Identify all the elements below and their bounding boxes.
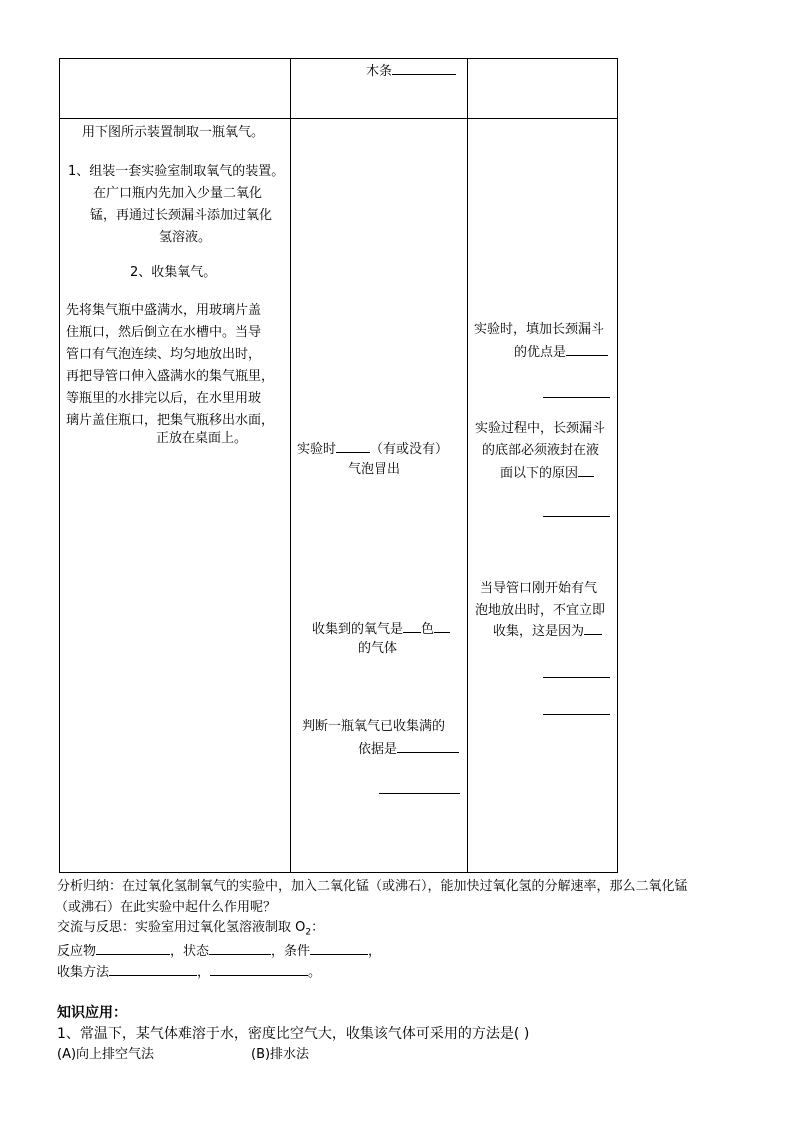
full-question: 判断一瓶氧气已收集满的 (302, 719, 446, 734)
bubble-question: 实验时 （有或没有） (297, 438, 448, 461)
step2-line: 等瓶里的水排完以后，在水里用玻 (66, 391, 262, 406)
analysis-text-cont: （或沸石）在此实验中起什么作用呢？ (55, 900, 277, 915)
method-blank[interactable] (210, 961, 308, 976)
step2-line: 再把导管口伸入盛满水的集气瓶里， (66, 369, 275, 384)
method-blank[interactable] (109, 961, 197, 976)
step1-line: 1、组装一套实验室制取氧气的装置。 (68, 164, 285, 179)
answer-line[interactable] (379, 793, 460, 794)
answer-line[interactable] (543, 714, 610, 715)
state-blank[interactable] (209, 940, 271, 955)
funnel-advantage-question: 实验时，填加长颈漏斗 (474, 322, 605, 337)
step2-title: 2、收集氧气。 (130, 265, 217, 280)
option-a[interactable]: (A)向上排空气法 (57, 1047, 155, 1062)
collection-timing-question-cont: 收集，这是因为 (493, 620, 602, 643)
knowledge-title: 知识应用： (57, 1005, 127, 1021)
reflection-title: 交流与反思：实验室用过氧化氢溶液制取 $O_2$： (57, 920, 325, 938)
step2-line: 璃片盖住瓶口，把集气瓶移出水面， (66, 413, 275, 428)
option-b[interactable]: (B)排水法 (251, 1047, 310, 1062)
answer-blank[interactable] (584, 620, 602, 635)
color-question-cont: 的气体 (358, 641, 398, 656)
knowledge-question-1: 1、常温下，某气体难溶于水，密度比空气大，收集该气体可采用的方法是( ) (57, 1026, 530, 1042)
answer-blank[interactable] (434, 618, 450, 633)
answer-blank[interactable] (403, 618, 421, 633)
collection-timing-question: 当导管口刚开始有气 (480, 581, 598, 596)
step2-line: 管口有气泡连续、均匀地放出时， (66, 347, 262, 362)
color-question: 收集到的氧气是 色 (312, 618, 450, 641)
answer-line[interactable] (543, 397, 610, 398)
step2-line: 先将集气瓶中盛满水，用玻璃片盖 (66, 303, 262, 318)
step1-line: 锰，再通过长颈漏斗添加过氧化 (90, 208, 273, 223)
collection-timing-question-cont: 泡地放出时，不宜立即 (475, 603, 606, 618)
answer-line[interactable] (543, 677, 610, 678)
wood-strip-prompt: 木条 (366, 60, 456, 83)
step2-line: 正放在桌面上。 (156, 431, 248, 446)
step2-line: 住瓶口，然后倒立在水槽中。当导 (66, 325, 262, 340)
reactant-blank[interactable] (96, 940, 170, 955)
answer-blank[interactable] (578, 462, 594, 477)
answer-line[interactable] (543, 516, 610, 517)
bubble-question-cont: 气泡冒出 (348, 462, 401, 477)
condition-blank[interactable] (310, 940, 368, 955)
full-question-cont: 依据是 (358, 738, 459, 761)
collection-methods: 收集方法 ， 。 (57, 961, 321, 983)
answer-blank[interactable] (397, 738, 459, 753)
liquid-seal-question: 实验过程中，长颈漏斗 (475, 421, 606, 436)
answer-blank[interactable] (336, 438, 370, 453)
answer-blank[interactable] (392, 60, 456, 75)
liquid-seal-question-cont: 面以下的原因 (500, 462, 594, 485)
step1-line: 氢溶液。 (159, 230, 212, 245)
liquid-seal-question-cont: 的底部必须液封在液 (482, 443, 600, 458)
reflection-conditions: 反应物 ，状态 ，条件 ， (57, 940, 381, 962)
step1-line: 在广口瓶内先加入少量二氧化 (93, 186, 263, 201)
answer-blank[interactable] (566, 341, 608, 356)
analysis-text: 分析归纳：在过氧化氢制氧气的实验中，加入二氧化锰（或沸石），能加快过氧化氢的分解速率，那么二氧化锰 (57, 879, 688, 894)
funnel-advantage-question-cont: 的优点是 (514, 341, 608, 364)
intro-text: 用下图所示装置制取一瓶氧气。 (82, 125, 265, 140)
